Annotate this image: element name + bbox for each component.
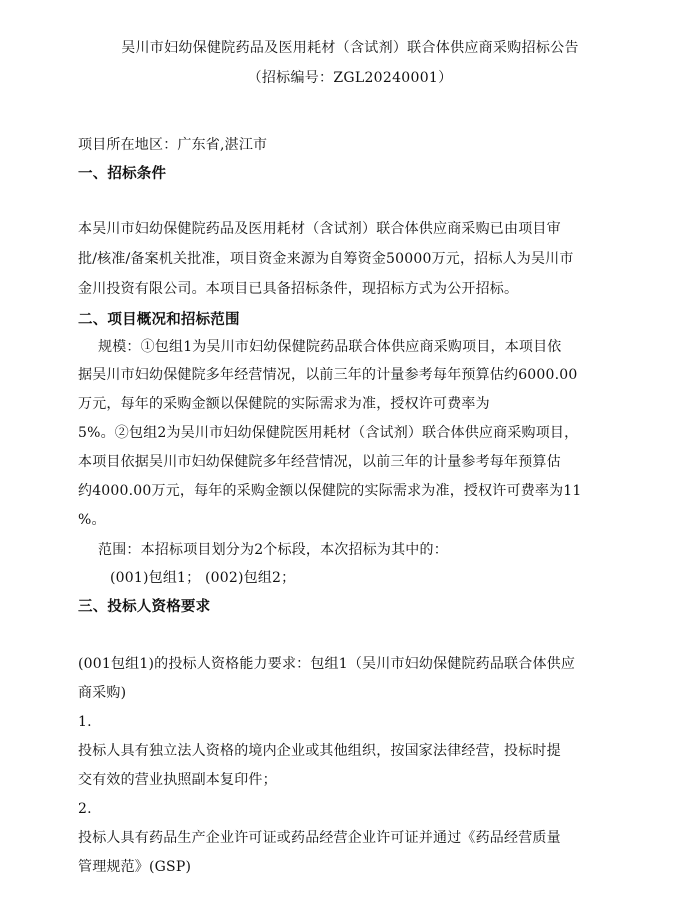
paragraph-line: 批/核准/备案机关批准，项目资金来源为自筹资金50000万元，招标人为吴川市	[78, 251, 574, 267]
paragraph-line: 据吴川市妇幼保健院多年经营情况，以前三年的计量参考每年预算估约6000.00	[78, 367, 578, 383]
paragraph-line: 金川投资有限公司。本项目已具备招标条件，现招标方式为公开招标。	[78, 281, 519, 297]
paragraph-line: 本吴川市妇幼保健院药品及医用耗材（含试剂）联合体供应商采购已由项目审	[78, 221, 561, 237]
packages-line: (001)包组1； (002)包组2；	[110, 570, 296, 586]
project-region: 项目所在地区：广东省,湛江市	[78, 137, 268, 153]
section-heading-overview: 二、项目概况和招标范围	[78, 312, 240, 328]
paragraph-line: 约4000.00万元，每年的采购金额以保健院的实际需求为准，授权许可费率为11	[78, 483, 582, 499]
paragraph-line: 投标人具有药品生产企业许可证或药品经营企业许可证并通过《药品经营质量	[78, 830, 561, 846]
paragraph-line: %。	[78, 512, 106, 528]
paragraph-line: (001包组1)的投标人资格能力要求：包组1（吴川市妇幼保健院药品联合体供应	[78, 656, 576, 672]
tender-code: （招标编号：ZGL20240001）	[247, 70, 453, 86]
paragraph-line: 5%。②包组2为吴川市妇幼保健院医用耗材（含试剂）联合体供应商采购项目，	[78, 425, 579, 441]
scope-line: 范围：本招标项目划分为2个标段，本次招标为其中的：	[98, 542, 448, 558]
section-heading-conditions: 一、招标条件	[78, 166, 167, 182]
list-number: 2.	[78, 801, 92, 817]
list-number: 1.	[78, 714, 92, 730]
paragraph-line: 商采购)	[78, 685, 127, 701]
paragraph-line: 本项目依据吴川市妇幼保健院多年经营情况，以前三年的计量参考每年预算估	[78, 454, 561, 470]
paragraph-line: 投标人具有独立法人资格的境内企业或其他组织，按国家法律经营，投标时提	[78, 743, 561, 759]
section-heading-qualifications: 三、投标人资格要求	[78, 599, 211, 615]
paragraph-line: 交有效的营业执照副本复印件；	[78, 772, 277, 788]
paragraph-line: 管理规范》(GSP)	[78, 859, 192, 875]
paragraph-line: 规模：①包组1为吴川市妇幼保健院药品联合体供应商采购项目，本项目依	[98, 339, 562, 355]
document-title: 吴川市妇幼保健院药品及医用耗材（含试剂）联合体供应商采购招标公告	[121, 40, 579, 56]
paragraph-line: 万元，每年的采购金额以保健院的实际需求为准，授权许可费率为	[78, 396, 490, 412]
